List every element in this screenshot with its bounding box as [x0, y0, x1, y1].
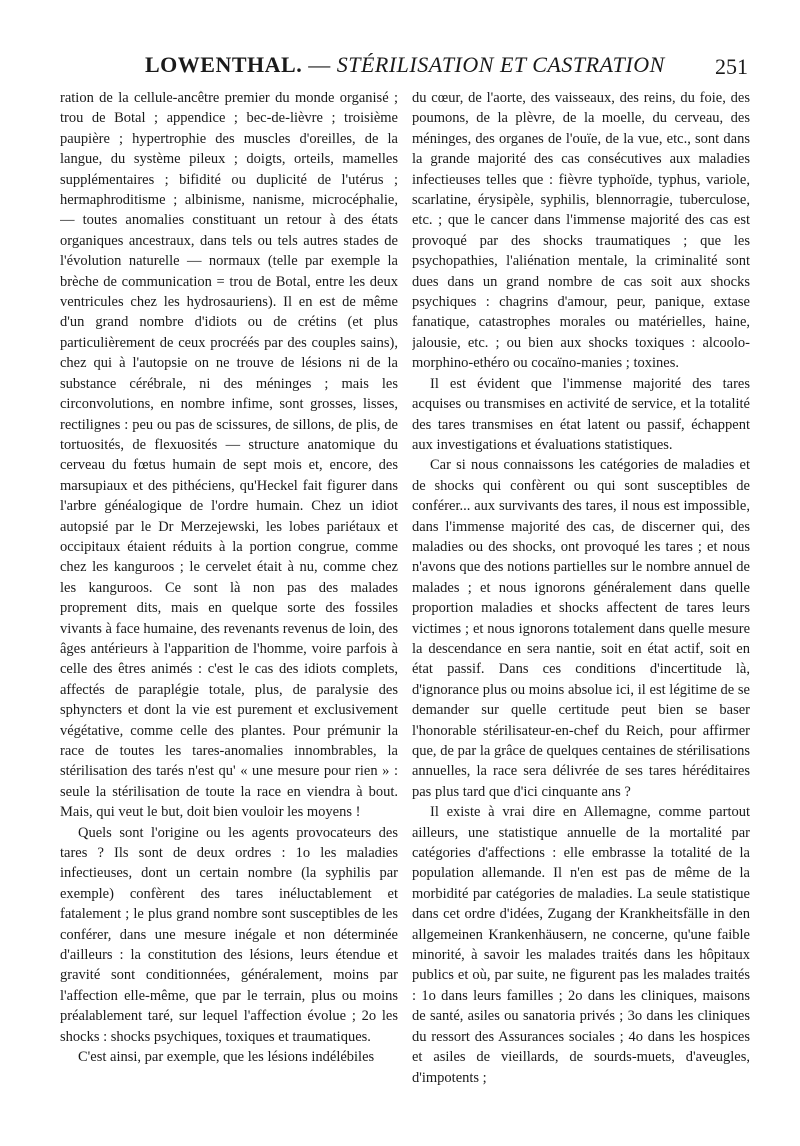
paragraph: C'est ainsi, par exemple, que les lésions indélébiles — [78, 1049, 375, 1066]
paragraph: du cœur, de l'aorte, des vaisseaux, des reins, du foie, des poumons, de la plèvre, de la moelle, du cerveau, des méninges, des organes de l'ouïe, de la vue, etc., sont dans la grande majorité des cas consécutives aux maladies infectieuses telles que : fièvre typhoïde, typhus, variole, scarlatine, érysipèle, syphilis, blennorragie, tuberculose, etc. ; que le cancer dans l'immense majorité des cas est provoqué par des shocks traumatiques ; que les psychopathies, l'aliénation mentale, la criminalité sont dues dans un grand nombre de cas soit aux shocks psychiques : chagrins d'amour, peur, panique, extase fanatique, catastrophes morales ou matérielles, haine, jalousie, etc. ; ou bien aux shocks toxiques : alcoolo-morphino-ethéro ou cocaïno-manies ; toxines. — [412, 90, 750, 372]
page-number: 251 — [715, 54, 748, 79]
paragraph: Car si nous connaissons les catégories de maladies et de shocks qui confèrent ou qui sont susceptibles de conférer... aux survivants des tares, il nous est impossible, dans l'immense majorité des cas, de discerner qui, des maladies ou des shocks, ont provoqué les tares ; et nous n'avons que des notions partielles sur le nombre annuel de malades ; et nous ignorons généralement dans quelle proportion maladies et shocks affectent de tares leurs victimes ; et nous ignorons totalement dans quelle mesure la descendance en sera nantie, soit en état actif, soit en état passif. Dans ces conditions d'incertitude là, d'ignorance plus ou moins absolue ici, il est légitime de se demander sur quelle certitude peut bien se baser l'honorable stérilisateur-en-chef du Reich, pour affirmer que, de par la grâce de quelques centaines de stérilisations annuelles, la race sera délivrée de ses tares héréditaires pas plus tard que d'ici cinquante ans ? — [412, 457, 750, 800]
right-column — [412, 88, 750, 1136]
title-separator: — — [308, 52, 331, 77]
article-title: STÉRILISATION ET CASTRATION — [336, 52, 665, 77]
running-title — [145, 52, 665, 78]
paragraph: Il est évident que l'immense majorité des tares acquises ou transmises en activité de service, et la totalité des tares transmises en état latent ou passif, échappent aux investigations et évaluations statistiques. — [412, 375, 750, 453]
left-column — [60, 88, 398, 1136]
running-header — [60, 50, 750, 84]
paragraph: ration de la cellule-ancêtre premier du monde organisé ; trou de Botal ; appendice ; bec-de-lièvre ; troisième paupière ; hypertrophie des muscles d'oreilles, de la langue, du système pileux ; doigts, orteils, mamelles supplémentaires ; bifidité ou duplicité de l'utérus ; hermaphroditisme ; albinisme, nanisme, microcéphalie, — toutes anomalies constituant un retour à des états organiques ancestraux, dans tels ou tels autres stades de l'évolution naturelle — normaux (telle par exemple la brèche de communication = trou de Botal, entre les deux ventricules chez les hydrosauriens). Il en est de même d'un grand nombre d'idiots ou de crétins (et plus particulièrement de ceux procréés par des couples sains), chez qui à l'autopsie on ne trouve de lésions ni de la substance cérébrale, ni des méninges ; mais les circonvolutions, en nombre infime, sont grosses, lisses, rectilignes : peu ou pas de scissures, de sillons, de plis, de tortuosités, de flexuosités — structure anatomique du cerveau du fœtus humain de sept mois et, encore, des marsupiaux et des pithéciens, qu'Heckel fait figurer dans l'arbre généalogique de l'ordre humain. Chez un idiot autopsié par le Dr Merzejewski, les lobes pariétaux et occipitaux étaient réduits à la portion congrue, comme chez les kanguroos ; le cervelet était à nu, comme chez les kanguroos. Ce sont là non pas des malades proprement dits, mais en quelque sorte des fossiles vivants à face humaine, des revenants revenus de loin, des âges antérieurs à l'apparition de l'homme, voire parfois à celle des êtres animés : c'est le cas des idiots complets, affectés de paraplégie totale, plus, de paralysie des sphyncters et dont la vie est purement et exclusivement végétative, comme celle des plantes. Pour prémunir la race de toutes les tares-anomalies innombrables, la stérilisation des tarés n'est qu' « une mesure pour rien » : seule la stérilisation de toute la race en viendra à bout. Mais, qui veut le but, doit bien vouloir les moyens ! — [60, 90, 398, 821]
author-name: LOWENTHAL. — [145, 52, 303, 77]
paragraph: Il existe à vrai dire en Allemagne, comme partout ailleurs, une statistique annuelle de la mortalité par catégories d'affections : elle embrasse la totalité de la population allemande. Il n'en est pas de même de la morbidité par catégories de maladies. La seule statistique dans cet ordre d'idées, Zugang der Krankheitsfälle in den allgemeinen Krankenhäusern, ne concerne, qu'une faible minorité, à savoir les malades traités dans les hôpitaux publics et où, par suite, ne figurent pas les malades traités : 1o dans leurs familles ; 2o dans les cliniques, maisons de santé, asiles ou sanatoria privés ; 3o dans les cliniques du ressort des Assurances sociales ; 4o dans les hospices et asiles de vieillards, de sourds-muets, d'aveugles, d'impotents ; — [412, 804, 750, 1086]
paragraph: Quels sont l'origine ou les agents provocateurs des tares ? Ils sont de deux ordres : 1o les maladies infectieuses, dont un certain nombre (la syphilis par exemple) confèrent des tares inéluctablement et fatalement ; le plus grand nombre sont susceptibles de les conférer, dans une mesure inégale et non déterminée d'ailleurs : la constitution des lésions, leurs étendue et gravité sont conditionnées, généralement, moins par l'affection elle-même, que par le terrain, plus ou moins préalablement taré, sur lequel l'affection évolue ; 2o les shocks : shocks psychiques, toxiques et traumatiques. — [60, 824, 398, 1045]
